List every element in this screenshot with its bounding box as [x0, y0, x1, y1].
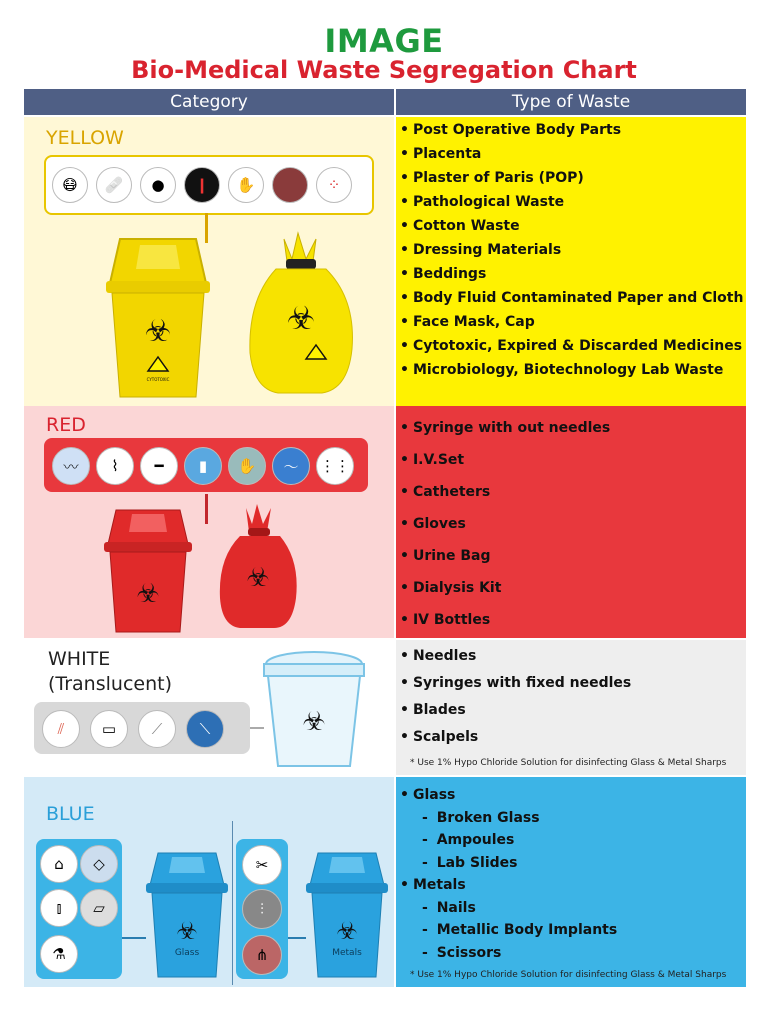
list-item: • Cotton Waste [400, 218, 520, 234]
blade-icon: ▭ [90, 710, 128, 748]
urine-bag-icon: ▮ [184, 447, 222, 485]
blue-category-cell [24, 777, 394, 987]
pills-icon: ⁘ [316, 167, 352, 203]
glass-bin-icon [144, 849, 230, 981]
yellow-label: YELLOW [46, 127, 124, 149]
blue-label: BLUE [46, 803, 95, 825]
white-waste-cell [396, 640, 746, 775]
svg-text:☣: ☣ [336, 917, 358, 945]
list-item: • Microbiology, Biotechnology Lab Waste [400, 362, 724, 378]
yellow-waste-cell [396, 117, 746, 406]
list-subitem: - Lab Slides [422, 854, 518, 871]
page-subtitle: Bio-Medical Waste Segregation Chart [131, 56, 637, 84]
svg-text:CYTOTOXIC: CYTOTOXIC [146, 377, 170, 382]
cotton-icon: ● [140, 167, 176, 203]
mask-icon: 😷 [52, 167, 88, 203]
scissors-icon: ✂ [242, 845, 282, 885]
translucent-bin-icon [260, 646, 368, 772]
iv-bottles-icon: ⋮⋮ [316, 447, 354, 485]
list-item: • Beddings [400, 266, 487, 282]
broken-glass-icon: ◇ [80, 845, 118, 883]
svg-text:☣: ☣ [286, 299, 316, 337]
page-title: IMAGE [324, 22, 444, 60]
metal-icon-group [236, 839, 288, 979]
catheter-icon: 〰 [52, 447, 90, 485]
red-label: RED [46, 414, 86, 436]
metal-bin-icon [304, 849, 390, 981]
gloves-icon: ✋ [228, 447, 266, 485]
blue-waste-list [400, 787, 617, 967]
tissue-icon [272, 167, 308, 203]
list-item: • IV Bottles [400, 612, 491, 628]
bandage-icon: 🩹 [96, 167, 132, 203]
list-item: • Post Operative Body Parts [400, 122, 622, 138]
yellow-waste-list [400, 122, 743, 386]
ampoule-icon: ⫾ [40, 889, 78, 927]
header-type-of-waste: Type of Waste [396, 89, 746, 115]
needles-icon: ⫽ [42, 710, 80, 748]
syringe-needle-icon: ⟋ [138, 710, 176, 748]
list-item: • Cytotoxic, Expired & Discarded Medicines [400, 338, 743, 354]
red-category-cell [24, 406, 394, 638]
white-note: * Use 1% Hypo Chloride Solution for disinfecting Glass & Metal Sharps [410, 758, 727, 768]
header-category: Category [24, 89, 394, 115]
svg-text:Metals: Metals [332, 948, 362, 958]
body-part-icon: ✋ [228, 167, 264, 203]
list-item: • Plaster of Paris (POP) [400, 170, 584, 186]
list-item: • Syringes with fixed needles [400, 675, 632, 691]
white-category-cell [24, 640, 394, 775]
list-item: • Dressing Materials [400, 242, 562, 258]
yellow-bag-icon [246, 225, 356, 401]
blue-waste-cell [396, 777, 746, 987]
swab-icon: ❙ [184, 167, 220, 203]
svg-text:☣: ☣ [246, 563, 270, 593]
list-item: • Face Mask, Cap [400, 314, 535, 330]
slide-icon: ▱ [80, 889, 118, 927]
red-icon-strip [44, 438, 368, 492]
glass-icon-group [36, 839, 122, 979]
svg-text:Glass: Glass [174, 948, 200, 958]
svg-text:☣: ☣ [136, 579, 160, 609]
red-waste-cell [396, 406, 746, 638]
blue-note: * Use 1% Hypo Chloride Solution for disinfecting Glass & Metal Sharps [410, 970, 727, 980]
list-item: • Metals [400, 877, 466, 893]
list-subitem: - Broken Glass [422, 809, 540, 826]
list-item: • I.V.Set [400, 452, 465, 468]
divider [232, 821, 233, 985]
list-item: • Scalpels [400, 729, 479, 745]
connector-line [205, 494, 208, 524]
list-item: • Blades [400, 702, 466, 718]
nails-icon: ⫶ [242, 889, 282, 929]
red-bin-icon [100, 506, 196, 636]
white-sublabel: (Translucent) [48, 673, 172, 695]
svg-text:☣: ☣ [302, 707, 326, 737]
list-item: • Glass [400, 787, 456, 803]
connector-line [122, 937, 146, 939]
svg-text:☣: ☣ [176, 917, 198, 945]
list-subitem: - Scissors [422, 944, 502, 961]
list-subitem: - Nails [422, 899, 476, 916]
red-bag-icon [218, 502, 298, 630]
yellow-category-cell [24, 117, 394, 406]
list-subitem: - Ampoules [422, 832, 515, 848]
white-waste-list [400, 648, 631, 756]
list-item: • Body Fluid Contaminated Paper and Cloth [400, 290, 744, 306]
svg-text:☣: ☣ [144, 314, 172, 349]
list-item: • Needles [400, 648, 477, 664]
syringe-icon: ━ [140, 447, 178, 485]
dialysis-kit-icon: 〜 [272, 447, 310, 485]
list-item: • Pathological Waste [400, 194, 565, 210]
glass-beaker-icon: ⌂ [40, 845, 78, 883]
list-item: • Dialysis Kit [400, 580, 502, 596]
white-icon-strip [34, 702, 250, 754]
white-label: WHITE [48, 648, 111, 670]
list-item: • Placenta [400, 146, 482, 162]
scalpel-icon: ⟍ [186, 710, 224, 748]
red-waste-list [400, 420, 610, 644]
list-item: • Syringe with out needles [400, 420, 611, 436]
list-item: • Urine Bag [400, 548, 491, 564]
yellow-bin-icon [98, 231, 218, 401]
list-item: • Catheters [400, 484, 491, 500]
iv-set-icon: ⌇ [96, 447, 134, 485]
list-subitem: - Metallic Body Implants [422, 922, 618, 938]
lab-glass-icon: ⚗ [40, 935, 78, 973]
implant-icon: ⋔ [242, 935, 282, 975]
yellow-icon-strip [44, 155, 374, 215]
list-item: • Gloves [400, 516, 466, 532]
